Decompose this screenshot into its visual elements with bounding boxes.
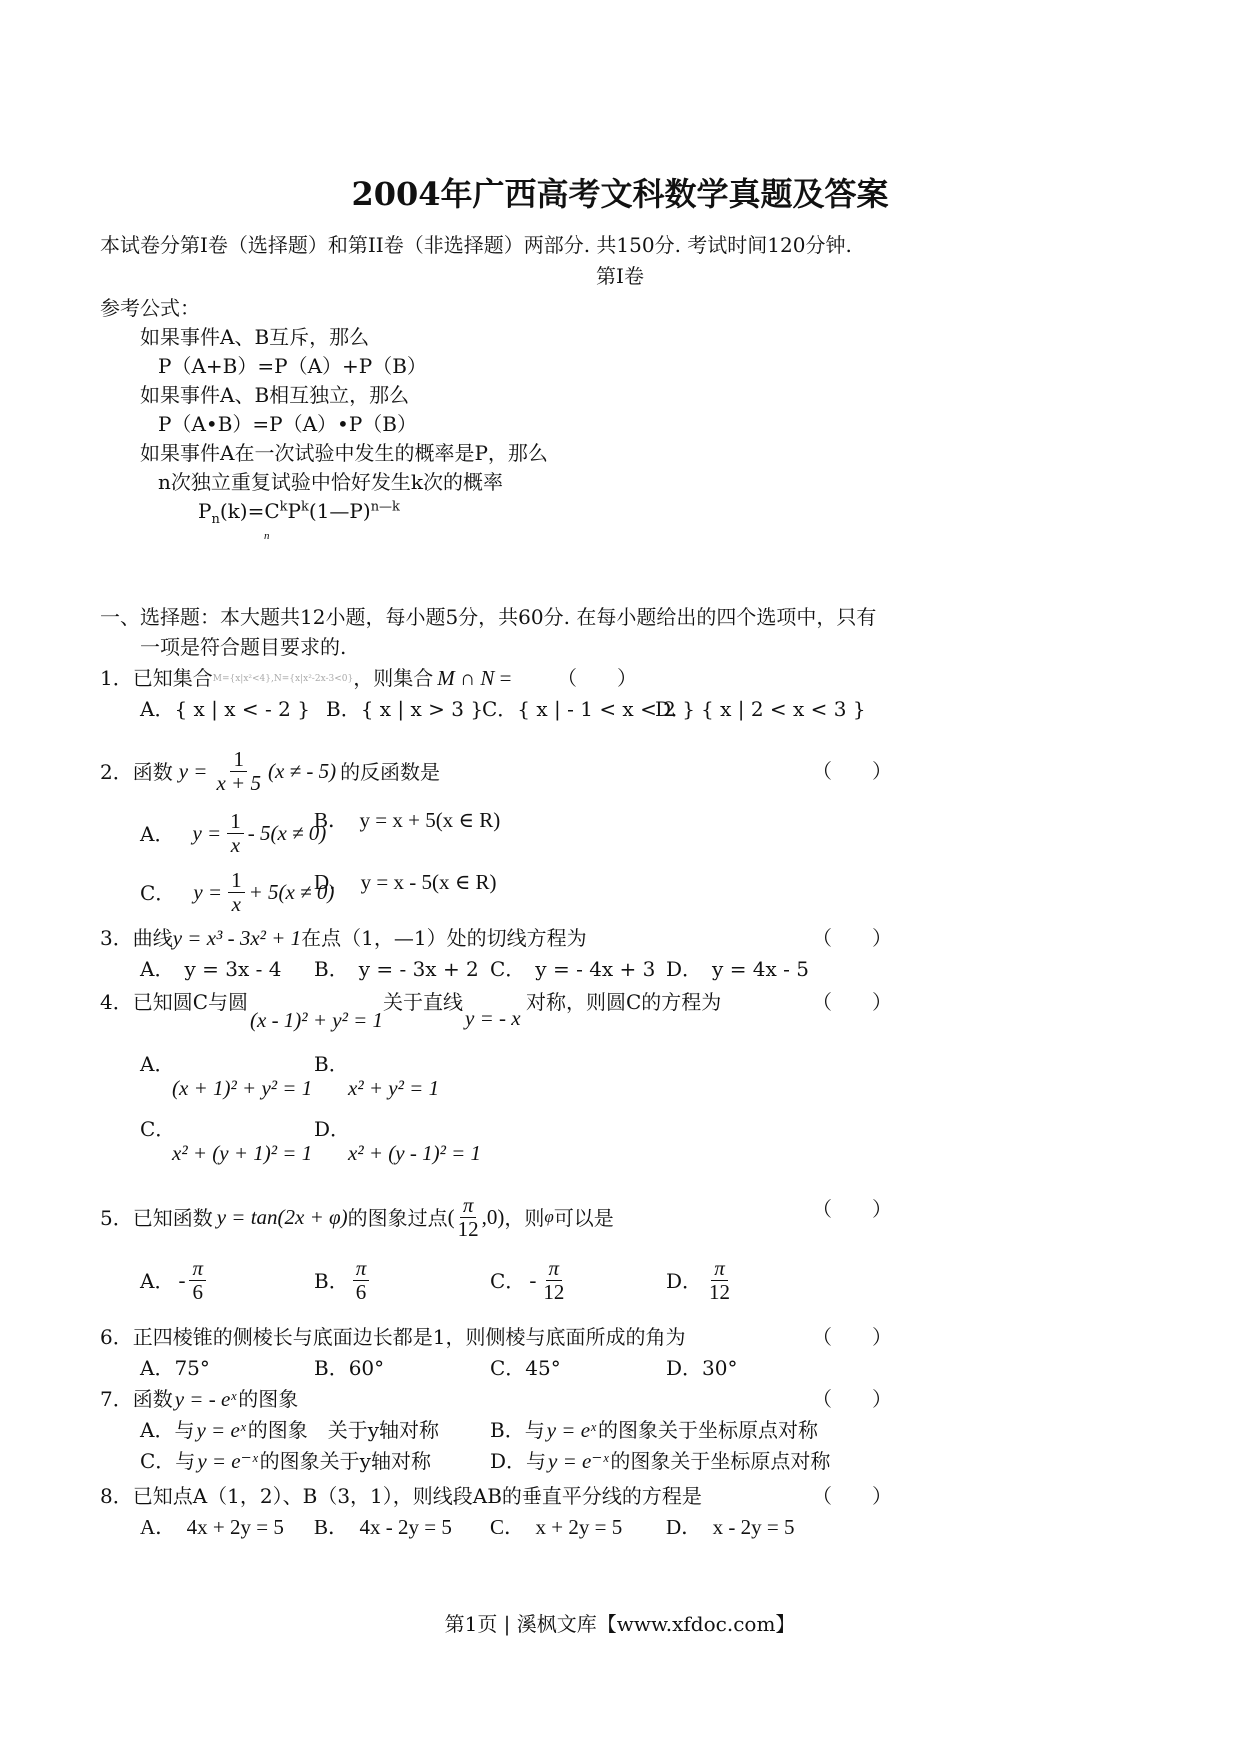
- formula-line: 如果事件A在一次试验中发生的概率是P，那么: [140, 441, 548, 465]
- q5-pt-num: π: [460, 1194, 477, 1218]
- q7-c-text: C．与: [140, 1449, 196, 1473]
- q4-stem: 关于直线: [383, 990, 463, 1014]
- q5-point-fraction: [455, 1194, 482, 1241]
- q5-sign: -: [529, 1268, 537, 1292]
- formula-part: (k)=C: [219, 499, 280, 523]
- q8-option-a: A． 4x + 2y = 5: [140, 1515, 284, 1539]
- q2-a-expr: - 5(x ≠ 0): [247, 821, 327, 845]
- q1-option-d: D． { x | 2 < x < 3 }: [655, 697, 866, 721]
- q7-option-c: [140, 1449, 431, 1474]
- q4-circle-eq: (x - 1)² + y² = 1: [250, 1008, 384, 1032]
- formula-sub: n: [211, 512, 220, 527]
- answer-paren: （ ）: [812, 926, 892, 950]
- q4-option-a-label: A．: [140, 1052, 175, 1076]
- q4-option-c: x² + (y + 1)² = 1: [172, 1141, 313, 1165]
- binomial-formula: [198, 499, 400, 528]
- q6-option-c: C．45°: [490, 1356, 561, 1380]
- q7-stem: 的图象: [238, 1387, 299, 1411]
- q4-option-d-label: D．: [314, 1117, 351, 1141]
- page-footer: 第1页 | 溪枫文库【www.xfdoc.com】: [444, 1612, 796, 1636]
- q8-option-c: C． x + 2y = 5: [490, 1515, 623, 1539]
- q2-c-num: 1: [228, 869, 245, 893]
- q4-stem: 4．已知圆C与圆: [100, 990, 249, 1014]
- q5-point: ,0): [481, 1205, 505, 1229]
- q7-expr: y = - eˣ: [174, 1387, 237, 1411]
- q1-stem: ，则集合: [353, 666, 434, 690]
- q1-option-b: B．{ x | x > 3 }: [326, 697, 484, 721]
- formula-sub-n: n: [264, 530, 270, 542]
- q7-b-text: 的图象关于坐标原点对称: [597, 1418, 818, 1442]
- formula-line: 如果事件A、B相互独立，那么: [140, 383, 410, 407]
- question-7: [100, 1387, 298, 1412]
- q2-a-expr: y =: [192, 821, 222, 845]
- answer-paren: （ ）: [557, 666, 637, 690]
- q6-option-a: A．75°: [140, 1356, 210, 1380]
- q5-d-num: π: [711, 1257, 728, 1281]
- formula-line: P（A•B）=P（A）•P（B）: [158, 412, 418, 436]
- q5-d-fraction: [706, 1257, 733, 1304]
- q3-option-d: D． y = 4x - 5: [666, 957, 810, 981]
- question-6: 6．正四棱锥的侧棱长与底面边长都是1，则侧棱与底面所成的角为: [100, 1325, 686, 1349]
- q4-option-d: x² + (y - 1)² = 1: [348, 1141, 482, 1165]
- q4-stem: 对称，则圆C的方程为: [526, 990, 722, 1014]
- q8-option-b: B． 4x - 2y = 5: [314, 1515, 452, 1539]
- q2-expr: y =: [178, 759, 208, 783]
- q5-stem: ，则: [504, 1205, 545, 1230]
- q7-a-text: A．与: [140, 1418, 195, 1442]
- q7-c-expr: y = e⁻ˣ: [197, 1449, 258, 1473]
- answer-paren: （ ）: [812, 759, 892, 783]
- q4-option-a: (x + 1)² + y² = 1: [172, 1076, 313, 1100]
- q7-d-text: 的图象关于坐标原点对称: [610, 1449, 831, 1473]
- part-heading: 一项是符合题目要求的.: [140, 635, 347, 659]
- answer-paren: （ ）: [812, 1197, 892, 1221]
- q3-stem: 在点（1，—1）处的切线方程为: [301, 926, 587, 950]
- q5-option-c: [490, 1257, 567, 1304]
- q5-a-fraction: [189, 1257, 206, 1304]
- q2-num: 1: [230, 748, 247, 772]
- q2-a-den: x: [230, 833, 241, 858]
- q2-c-expr: y =: [193, 880, 223, 904]
- q5-option-a: [140, 1257, 206, 1304]
- q7-d-expr: y = e⁻ˣ: [548, 1449, 609, 1473]
- q7-d-text: D．与: [490, 1449, 547, 1473]
- formula-part: (1—P): [308, 499, 371, 523]
- answer-paren: （ ）: [812, 1484, 892, 1508]
- formula-line: 如果事件A、B互斥，那么: [140, 325, 370, 349]
- q2-den: x + 5: [216, 771, 261, 796]
- q7-c-text: 的图象关于y轴对称: [259, 1449, 431, 1473]
- q5-option-d: [666, 1257, 733, 1304]
- q4-line-eq: y = - x: [465, 1006, 521, 1030]
- q6-option-d: D．30°: [666, 1356, 738, 1380]
- q1-stem: 1．已知集合: [100, 666, 213, 690]
- question-3: [100, 926, 587, 951]
- formula-sup: n—k: [370, 499, 400, 515]
- q5-a-den: 6: [192, 1280, 203, 1305]
- q5-b-fraction: [353, 1257, 370, 1304]
- answer-paren: （ ）: [812, 990, 892, 1014]
- formula-sup: k: [279, 499, 288, 515]
- q2-a-fraction: [227, 810, 244, 857]
- question-5: [100, 1194, 614, 1241]
- q2-fraction: [213, 748, 264, 795]
- q5-b-den: 6: [355, 1280, 367, 1305]
- formula-part: P: [287, 499, 301, 523]
- q1-expr: M ∩ N: [437, 666, 495, 690]
- q5-point: (: [447, 1205, 455, 1229]
- q5-c-num: π: [546, 1257, 563, 1281]
- q7-a-expr: y = eˣ: [196, 1418, 246, 1442]
- document-title: 2004年广西高考文科数学真题及答案: [351, 175, 889, 213]
- q4-option-b: x² + y² = 1: [348, 1076, 440, 1100]
- q6-option-b: B．60°: [314, 1356, 385, 1380]
- question-2: [100, 748, 440, 795]
- q7-b-expr: y = eˣ: [546, 1418, 596, 1442]
- q1-expr: =: [494, 666, 512, 690]
- answer-paren: （ ）: [812, 1387, 892, 1411]
- formula-heading: 参考公式：: [100, 296, 200, 320]
- q1-set-image: M={x|x²<4},N={x|x²-2x-3<0}: [212, 674, 354, 685]
- q2-c-fraction: [228, 869, 245, 916]
- q5-a-num: π: [189, 1257, 206, 1281]
- q5-c-fraction: [540, 1257, 567, 1304]
- formula-part: P: [198, 499, 212, 523]
- q5-stem: 可以是: [553, 1205, 614, 1230]
- q5-stem: 5．已知函数: [100, 1205, 213, 1230]
- q4-option-b-label: B．: [314, 1052, 349, 1076]
- q3-option-b: B． y = - 3x + 2: [314, 957, 479, 981]
- q5-label: A．: [140, 1268, 175, 1293]
- q5-phi: φ: [544, 1207, 554, 1227]
- q7-stem: 7．函数: [100, 1387, 173, 1411]
- q5-pt-den: 12: [457, 1217, 479, 1242]
- q5-expr: y = tan(2x + φ): [216, 1205, 348, 1229]
- formula-sup: k: [301, 499, 309, 515]
- q2-c-den: x: [231, 892, 241, 917]
- question-8: 8．已知点A（1，2）、B（3，1），则线段AB的垂直平分线的方程是: [100, 1484, 702, 1508]
- q5-c-den: 12: [543, 1280, 565, 1305]
- q3-option-a: A． y = 3x - 4: [140, 957, 282, 981]
- q2-option-d: D． y = x - 5(x ∈ R): [314, 870, 497, 894]
- q7-option-a: [140, 1418, 439, 1443]
- q2-option-b: B． y = x + 5(x ∈ R): [314, 808, 501, 832]
- q7-a-text: 的图象 关于y轴对称: [247, 1418, 440, 1442]
- q1-option-c: C．{ x | - 1 < x < 2 }: [482, 697, 695, 721]
- q2-option-c: [140, 869, 334, 916]
- q2-a-num: 1: [227, 810, 244, 834]
- q7-b-text: B．与: [490, 1418, 545, 1442]
- q3-expr: y = x³ - 3x² + 1: [172, 926, 302, 950]
- q5-label: C．: [490, 1268, 526, 1293]
- q5-b-num: π: [353, 1257, 370, 1281]
- q2-label: A．: [140, 821, 175, 846]
- q7-option-b: [490, 1418, 818, 1443]
- q1-option-a: A．{ x | x < - 2 }: [140, 697, 310, 721]
- formula-line: n次独立重复试验中恰好发生k次的概率: [158, 470, 503, 494]
- q8-option-d: D． x - 2y = 5: [666, 1515, 795, 1539]
- part-heading: 一、选择题：本大题共12小题，每小题5分，共60分. 在每小题给出的四个选项中，只有: [100, 605, 877, 629]
- q2-label: C．: [140, 880, 176, 905]
- q3-option-c: C． y = - 4x + 3: [490, 957, 656, 981]
- q5-label: B．: [314, 1268, 349, 1293]
- section-title: 第I卷: [596, 264, 644, 288]
- question-1: [100, 666, 512, 691]
- q5-label: D．: [666, 1268, 703, 1293]
- q3-stem: 3．曲线: [100, 926, 173, 950]
- q5-stem: 的图象过点: [347, 1205, 448, 1230]
- answer-paren: （ ）: [812, 1325, 892, 1349]
- q4-option-c-label: C．: [140, 1117, 176, 1141]
- q2-expr: (x ≠ - 5): [267, 759, 337, 783]
- q2-stem: 2．函数: [100, 759, 173, 784]
- formula-line: P（A+B）=P（A）+P（B）: [158, 354, 427, 378]
- q2-option-a: [140, 810, 326, 857]
- q2-stem: 的反函数是: [340, 759, 441, 784]
- intro-text: 本试卷分第I卷（选择题）和第II卷（非选择题）两部分. 共150分. 考试时间120分钟.: [100, 233, 852, 257]
- question-4: [100, 990, 248, 1014]
- q2-c-expr: + 5(x ≠ 0): [248, 880, 335, 904]
- q7-option-d: [490, 1449, 830, 1474]
- q5-option-b: [314, 1257, 369, 1304]
- q5-d-den: 12: [709, 1280, 731, 1305]
- q5-sign: -: [178, 1268, 186, 1292]
